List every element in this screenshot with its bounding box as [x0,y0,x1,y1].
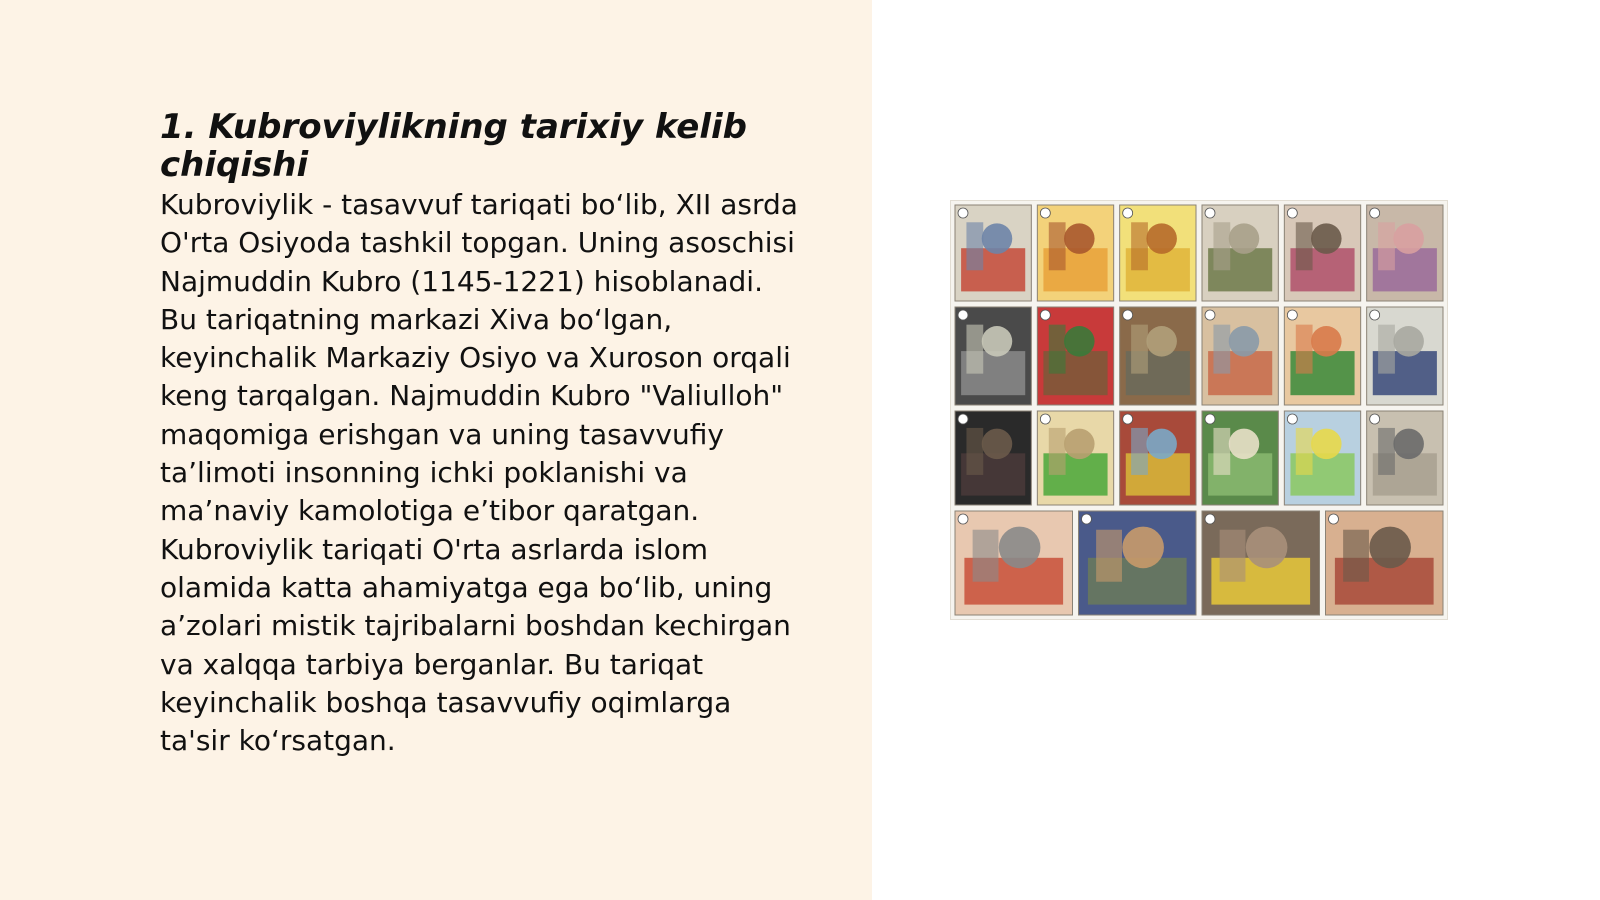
panel-motorcycle-illustration [955,307,1031,405]
panel-accident-illustration [1120,307,1196,405]
panel-car-crash-illustration [955,205,1031,301]
slide-heading: 1. Kubroviylikning tarixiy kelib chiqishi [160,107,748,185]
panel-fire-room-illustration [1037,205,1113,301]
panel-truck-illustration [1367,411,1443,505]
panel-shop-illustration [1326,511,1444,615]
panel-police-illustration [1367,307,1443,405]
panel-field-illustration [1284,411,1360,505]
panel-thief-illustration [1202,205,1278,301]
panel-graffiti-illustration [955,511,1073,615]
panel-crowd-illustration [1079,511,1197,615]
panel-kitchen-illustration [1202,307,1278,405]
panel-flood-car-illustration [1120,411,1196,505]
panel-fire-illustration [1120,205,1196,301]
panel-burglar-illustration [1284,205,1360,301]
panel-woman-fall-illustration [1367,205,1443,301]
panel-forest-illustration [1037,307,1113,405]
panel-power-line-illustration [1202,411,1278,505]
illustration-grid-svg [951,201,1447,619]
panel-garden-illustration [1037,411,1113,505]
illustration-grid-image [950,200,1448,620]
panel-taxi-illustration [1202,511,1320,615]
panel-night-building-illustration [955,411,1031,505]
panel-boys-illustration [1284,307,1360,405]
slide-body-text: Kubroviylik - tasavvuf tariqati bo‘lib, XII asrda O'rta Osiyoda tashkil topgan. Uning asoschisi Najmuddin Kubro (1145-1221) hisoblanadi. Bu tariqatning markazi Xiva bo‘lgan, keyinchalik Markaziy Osiyo va Xuroson orqali keng tarqalgan. Najmuddin Kubro "Valiulloh" maqomiga erishgan va uning tasavvufiy ta’limoti insonning ichki poklanishi va ma’naviy kamolotiga e’tibor qaratgan. Kubroviylik tariqati O'rta asrlarda islom olamida katta ahamiyatga ega bo‘lib, uning a’zolari mistik tajribalarni boshdan kechirgan va xalqqa tarbiya berganlar. Bu tariqat keyinchalik boshqa tasavvufiy oqimlarga ta'sir ko‘rsatgan. [160,188,798,758]
